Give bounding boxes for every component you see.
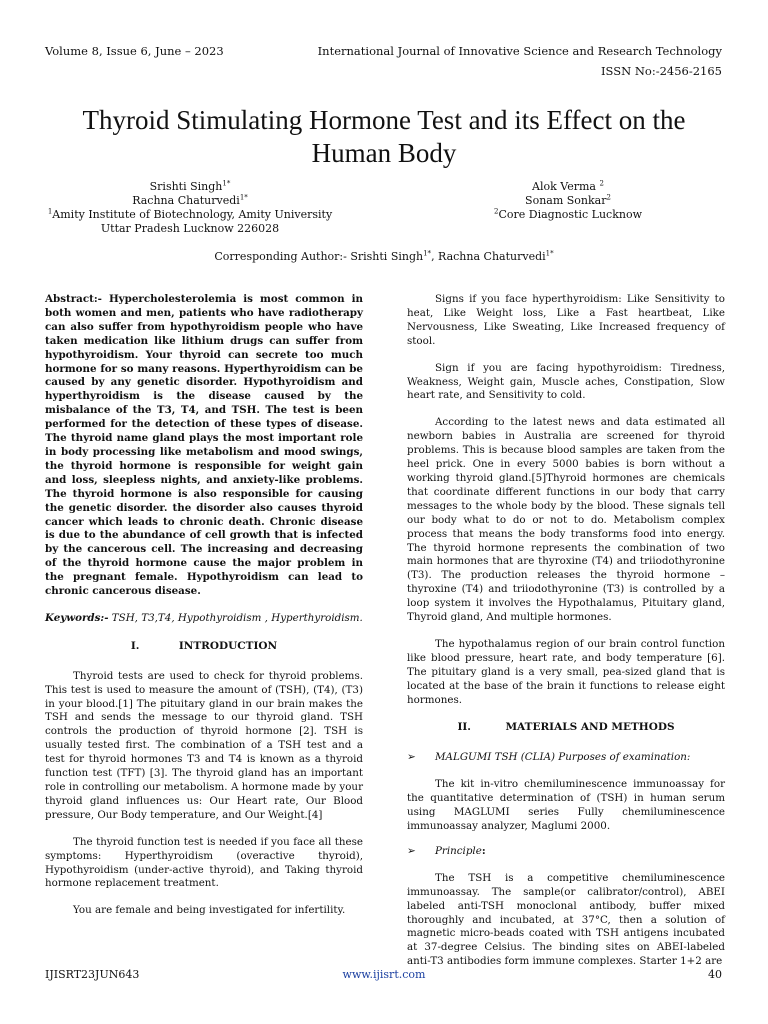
- intro-paragraph-3: You are female and being investigated for infertility.: [73, 904, 346, 917]
- left-column: [45, 293, 363, 931]
- paper-title: Thyroid Stimulating Hormone Test and its Effect on the Human Body: [82, 105, 686, 169]
- arrow-bullet-icon: ➢: [407, 751, 416, 764]
- footer-website-link[interactable]: www.ijisrt.com: [342, 968, 426, 981]
- section-heading-materials-methods: II. MATERIALS AND METHODS: [457, 721, 675, 734]
- section-heading-introduction: I. INTRODUCTION: [130, 639, 278, 652]
- authors-right: [452, 180, 684, 222]
- header-issn: ISSN No:-2456-2165: [601, 64, 722, 78]
- abstract: Abstract:- Hypercholesterolemia is most common in both women and men, patients who have radiotherapy can also suffer from hypothyroidism people who have taken medication like lithium drugs can suffer from hypothyroidism. Your thyroid can secrete too much hormone for so many reasons. Hyperthyroidism can be caused by any genetic disorder. Hypothyroidism and hyperthyroidism is the disease caused by the misbalance of the T3, T4, and TSH. The test is been performed for the detection of these types of disease. The thyroid name gland plays the most important role in body processing like metabolism and mood swings, the thyroid hormone is responsible for weight gain and loss, sleepless nights, and anxiety-like problems. The thyroid hormone is also responsible for causing the genetic disorder. the disorder also causes thyroid cancer which leads to chronic death. Chronic disease is due to the abundance of cell growth that is infected by the cancerous cell. The increasing and decreasing of the thyroid hormone cause the major problem in the pregnant female. Hypothyroidism can lead to chronic cancerous disease.: [45, 293, 363, 598]
- author-alok: Alok Verma $^2$: [532, 179, 604, 193]
- author-srishti: Srishti Singh$^{1*}$: [149, 179, 231, 193]
- intro-paragraph-1: Thyroid tests are used to check for thyroid problems. This test is used to measure the amount of (TSH), (T4), (T3) in your blood.[1] The pituitary gland in our brain makes the TSH and sends the message to our thyroid gland. TSH controls the production of thyroid hormone [2]. TSH is usually tested first. The combination of a TSH test and a test for thyroid hormones T3 and T4 is known as a thyroid function test (TFT) [3]. The thyroid gland has an important role in controlling our metabolism. A hormone made by your thyroid gland influences us: Our Heart rate, Our Blood pressure, Our Body temperature, and Our Weight.[4]: [45, 669, 363, 821]
- affiliation-amity: $^1$Amity Institute of Biotechnology, Amity University Uttar Pradesh Lucknow 226028: [47, 207, 333, 235]
- header-volume: Volume 8, Issue 6, June – 2023: [45, 44, 224, 58]
- affiliation-core-diagnostic: $^2$Core Diagnostic Lucknow: [494, 207, 642, 221]
- arrow-bullet-icon: ➢: [407, 844, 416, 857]
- hyperthyroidism-signs: Signs if you face hyperthyroidism: Like Sensitivity to heat, Like Weight loss, Like a Fast heartbeat, Like Nervousness, Like Sweating, Like Increased frequency of stool.: [407, 293, 725, 347]
- right-column: [407, 293, 725, 982]
- author-rachna: Rachna Chaturvedi$^{1*}$: [132, 193, 248, 207]
- author-sonam: Sonam Sonkar$^2$: [525, 193, 611, 207]
- newborn-screening-paragraph: According to the latest news and data estimated all newborn babies in Australia are screened for thyroid problems. This is because blood samples are taken from the heel prick. One in every 5000 babies is born without a working thyroid gland.[5]Thyroid hormones are chemicals that coordinate different functions in our body that carry messages to the whole body by the blood. These signals tell our body what to do or not to do. Metabolism complex process that means the body transforms food into energy. The thyroid hormone represents the combination of two main hormones that are thyroxine (T4) and triiodothyronine (T3). The production releases the thyroid hormone – thyroxine (T4) and triiodothyronine (T3) is controlled by a loop system it involves the Hypothalamus, Pituitary gland, Thyroid gland, And multiple hormones.: [407, 416, 725, 624]
- authors-left: [45, 180, 335, 236]
- hypothalamus-paragraph: The hypothalamus region of our brain control function like blood pressure, heart rate, and body temperature [6]. The pituitary gland is a very small, pea-sized gland that is located at the base of the brain it functions to release eight hormones.: [407, 637, 725, 706]
- hypothyroidism-signs: Sign if you are facing hypothyroidism: Tiredness, Weakness, Weight gain, Muscle aches, Constipation, Slow heart rate, and Sensitivity to cold.: [407, 361, 725, 402]
- keywords: Keywords:- TSH, T3,T4, Hypothyroidism , Hyperthyroidism.: [45, 611, 363, 624]
- footer-paper-id: IJISRT23JUN643: [45, 968, 140, 981]
- principle-paragraph: The TSH is a competitive chemiluminescence immunoassay. The sample(or calibrator/control), ABEI labeled anti-TSH monoclonal antibody, buffer mixed thoroughly and incubated, at 37°C, then a solution of magnetic micro-beads coated with TSH antigens incubated at 37-degree Celsius. The binding sites on ABEI-labeled anti-T3 antibodies form immune complexes. Starter 1+2 are: [407, 871, 725, 968]
- footer-page-number: 40: [708, 968, 722, 981]
- malgumi-paragraph: The kit in-vitro chemiluminescence immunoassay for the quantitative determination of (TSH) in human serum using MAGLUMI series Fully chemiluminescence immunoassay analyzer, Maglumi 2000.: [407, 778, 725, 832]
- corresponding-author: Corresponding Author:- Srishti Singh$^{1*}$, Rachna Chaturvedi$^{1*}$: [214, 249, 554, 263]
- intro-paragraph-2: The thyroid function test is needed if you face all these symptoms: Hyperthyroidism (overactive thyroid), Hypothyroidism (under-active thyroid), and Taking thyroid hormone replacement treatment.: [45, 835, 363, 890]
- bullet-principle: ➢ Principle:: [407, 844, 486, 857]
- bullet-malgumi: ➢ MALGUMI TSH (CLIA) Purposes of examination:: [407, 751, 691, 764]
- header-journal: International Journal of Innovative Science and Research Technology: [317, 44, 722, 58]
